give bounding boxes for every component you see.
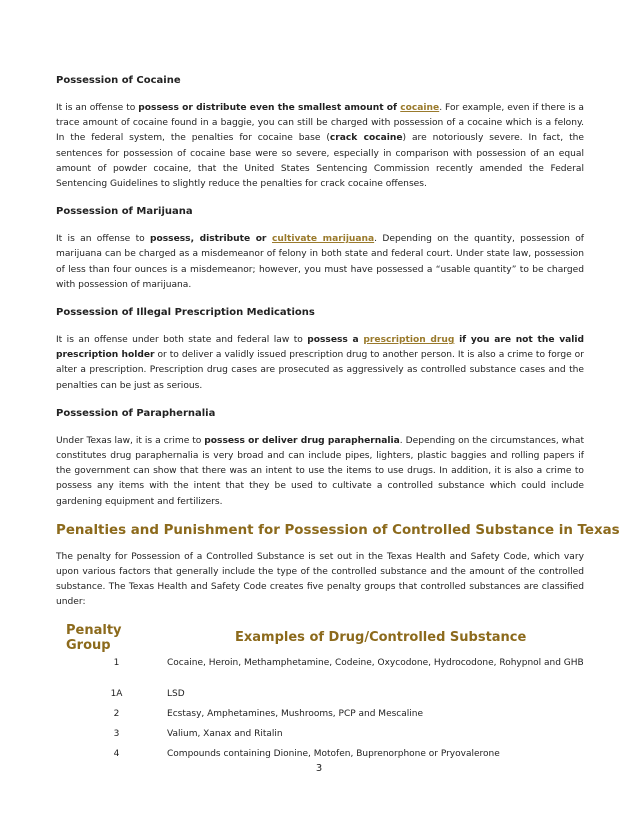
- page-number: 3: [315, 763, 323, 774]
- table-row: [66, 653, 584, 687]
- prescription-link[interactable]: prescription drug: [363, 335, 455, 346]
- prescription-paragraph: It is an offense under both state and federal law to possess a prescription drug if you are not the valid prescription holder or to deliver a validly issued prescription drug to another person. It is also a crime to forge or alter a prescription. Prescription drug cases are prosecuted as aggressively as controlled substance cases and the penalties can be just as serious.: [56, 335, 584, 391]
- marijuana-link[interactable]: cultivate marijuana: [272, 234, 375, 245]
- row-examples: LSD: [167, 688, 185, 699]
- row-examples: Valium, Xanax and Ritalin: [167, 728, 283, 739]
- penalty-group-table: [66, 623, 584, 767]
- row-group: 3: [113, 728, 120, 739]
- row-group: 1A: [110, 688, 123, 699]
- row-examples: Ecstasy, Amphetamines, Mushrooms, PCP and Mescaline: [167, 708, 424, 719]
- row-examples: Cocaine, Heroin, Methamphetamine, Codeine, Oxycodone, Hydrocodone, Rohypnol and GHB: [167, 657, 584, 668]
- marijuana-paragraph: It is an offense to possess, distribute or cultivate marijuana. Depending on the quantity, possession of marijuana can be charged as a misdemeanor of felony in both state and federal court. Under state law, possession of less than four ounces is a misdemeanor; however, you must have possessed a “usable quantity” to be charged with possession of marijuana.: [56, 234, 584, 290]
- paraphernalia-paragraph: Under Texas law, it is a crime to possess or deliver drug paraphernalia. Depending on the circumstances, what constitutes drug paraphernalia is very broad and can include pipes, lighters, plastic baggies and rolling papers if the government can show that there was an intent to use the items to use drugs. In addition, it is also a crime to possess any items with the intent that they be used to cultivate a controlled substance which could include gardening equipment and fertilizers.: [56, 435, 585, 507]
- row-group: 2: [113, 708, 120, 719]
- row-examples: Compounds containing Dionine, Motofen, Buprenorphone or Pryovalerone: [167, 748, 500, 759]
- cocaine-link[interactable]: cocaine: [400, 103, 440, 113]
- cocaine-heading: Possession of Cocaine: [56, 75, 181, 86]
- table-row: [66, 707, 584, 727]
- marijuana-heading: Possession of Marijuana: [56, 206, 193, 218]
- row-group: 1: [113, 657, 120, 668]
- cocaine-paragraph: It is an offense to possess or distribute even the smallest amount of cocaine. For example, even if there is a trace amount of cocaine found in a baggie, you can still be charged with possession of a cocaine which is a felony. In the federal system, the penalties for cocaine base (crack cocaine) are notoriously severe. In fact, the sentences for possession of cocaine base were so severe, especially in comparison with possession of an equal amount of powder cocaine, that the United States Sentencing Commission recently amended the Federal Sentencing Guidelines to slightly reduce the penalties for crack cocaine offenses.: [56, 103, 585, 190]
- prescription-heading: Possession of Illegal Prescription Medications: [56, 307, 315, 319]
- paraphernalia-heading: Possession of Paraphernalia: [56, 407, 216, 419]
- table-row: [66, 687, 584, 707]
- penalties-paragraph: The penalty for Possession of a Controlled Substance is set out in the Texas Health and Safety Code, which vary upon various factors that generally include the type of the controlled substance and the amount of the controlled substance. The Texas Health and Safety Code creates five penalty groups that controlled substances are classified under:: [56, 551, 584, 608]
- row-group: 4: [113, 748, 120, 759]
- header-penalty-group: Penalty Group: [66, 622, 122, 653]
- penalties-heading: Penalties and Punishment for Possession of Controlled Substance in Texas: [56, 522, 620, 538]
- header-examples: Examples of Drug/Controlled Substance: [235, 630, 527, 646]
- document-page: [56, 74, 620, 767]
- table-header-row: [66, 623, 584, 653]
- table-row: [66, 727, 584, 747]
